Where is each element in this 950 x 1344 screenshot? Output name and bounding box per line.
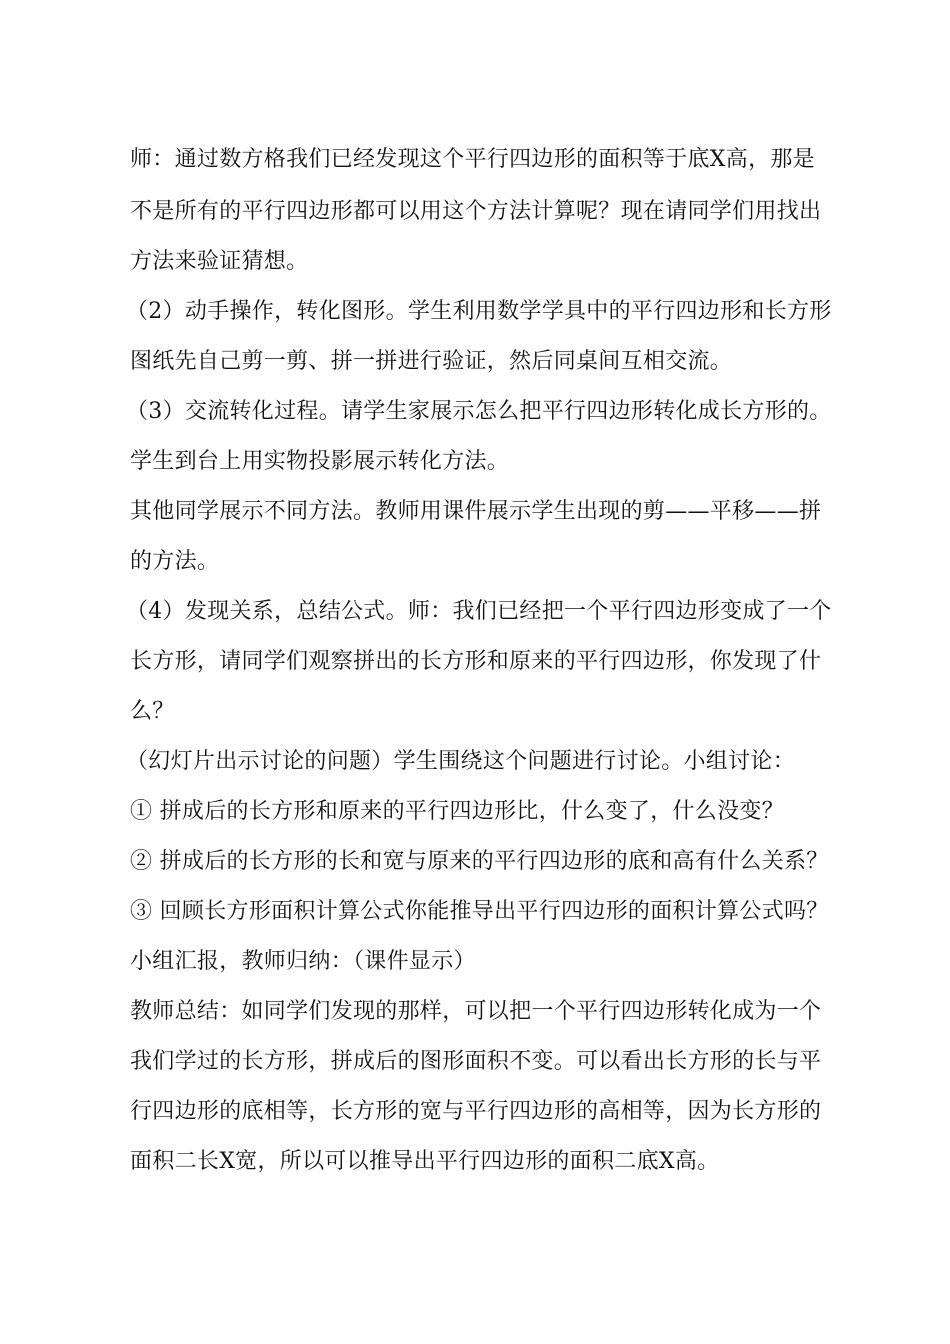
list-item: ② 拼成后的长方形的长和宽与原来的平行四边形的底和高有什么关系？	[130, 849, 829, 874]
text-line: 么？	[130, 699, 175, 724]
text-line: 行四边形的底相等，长方形的宽与平行四边形的高相等，因为长方形的	[130, 1099, 822, 1124]
text-line: 学生到台上用实物投影展示转化方法。	[130, 449, 510, 474]
text-line: （幻灯片出示讨论的问题）学生围绕这个问题进行讨论。小组讨论：	[126, 749, 796, 774]
text-line: 面积二长X宽，所以可以推导出平行四边形的面积二底X高。	[130, 1149, 720, 1174]
text-line: 的方法。	[130, 549, 220, 574]
text-line: （3）交流转化过程。请学生家展示怎么把平行四边形转化成长方形的。	[126, 399, 832, 424]
text-line: 长方形，请同学们观察拼出的长方形和原来的平行四边形，你发现了什	[130, 649, 822, 674]
list-item: ③ 回顾长方形面积计算公式你能推导出平行四边形的面积计算公式吗？	[130, 899, 829, 924]
text-line: 教师总结：如同学们发现的那样，可以把一个平行四边形转化成为一个	[130, 999, 822, 1024]
text-line: 图纸先自己剪一剪、拼一拼进行验证，然后同桌间互相交流。	[130, 349, 733, 374]
list-item: ① 拼成后的长方形和原来的平行四边形比，什么变了，什么没变？	[130, 799, 784, 824]
text-line: 师：通过数方格我们已经发现这个平行四边形的面积等于底X高，那是	[130, 147, 815, 172]
text-line: 我们学过的长方形，拼成后的图形面积不变。可以看出长方形的长与平	[130, 1049, 822, 1074]
text-line: （4）发现关系，总结公式。师：我们已经把一个平行四边形变成了一个	[126, 599, 832, 624]
text-line: 小组汇报，教师归纳：（课件显示）	[130, 949, 476, 974]
text-line: （2）动手操作，转化图形。学生利用数学学具中的平行四边形和长方形	[126, 299, 832, 324]
text-line: 其他同学展示不同方法。教师用课件展示学生出现的剪——平移——拼	[130, 499, 822, 524]
text-line: 方法来验证猜想。	[130, 249, 309, 274]
text-line: 不是所有的平行四边形都可以用这个方法计算呢？现在请同学们用找出	[130, 199, 822, 224]
